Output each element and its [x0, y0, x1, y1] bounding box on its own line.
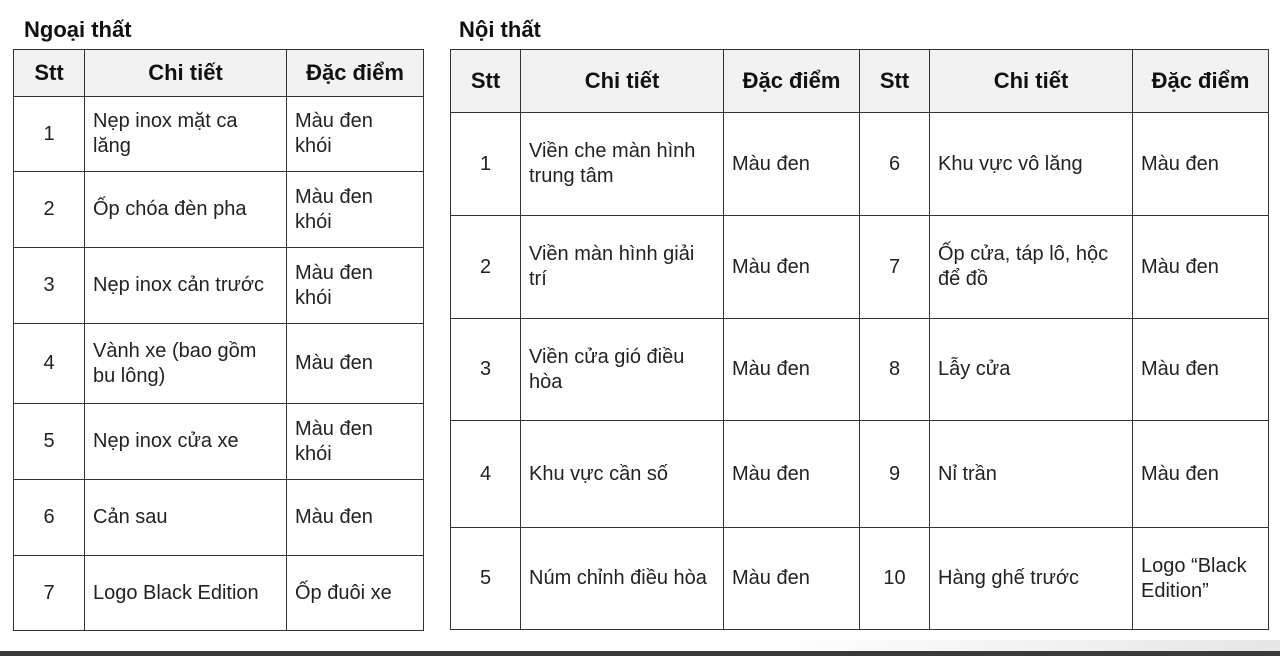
row-number: 3 — [451, 319, 521, 421]
row-detail: Nỉ trần — [930, 421, 1133, 528]
row-detail: Logo Black Edition — [85, 556, 287, 631]
row-detail: Viền che màn hình trung tâm — [521, 113, 724, 216]
row-number: 2 — [14, 172, 85, 248]
table-row — [14, 556, 424, 631]
row-feature: Màu đen — [724, 113, 860, 216]
table-row — [14, 97, 424, 172]
exterior-title: Ngoại thất — [24, 17, 132, 42]
row-feature: Màu đen khói — [287, 97, 424, 172]
row-detail: Viền cửa gió điều hòa — [521, 319, 724, 421]
table-row — [451, 113, 1269, 216]
row-detail: Ốp cửa, táp lô, hộc để đồ — [930, 216, 1133, 319]
row-number: 8 — [860, 319, 930, 421]
row-number: 6 — [14, 480, 85, 556]
row-number: 1 — [451, 113, 521, 216]
row-feature: Màu đen khói — [287, 404, 424, 480]
header-feature: Đặc điểm — [1133, 50, 1269, 113]
row-detail: Nẹp inox cửa xe — [85, 404, 287, 480]
table-row — [451, 528, 1269, 630]
row-detail: Nẹp inox cản trước — [85, 248, 287, 324]
row-feature: Màu đen khói — [287, 248, 424, 324]
row-feature: Màu đen khói — [287, 172, 424, 248]
row-number: 7 — [14, 556, 85, 631]
row-feature: Màu đen — [1133, 113, 1269, 216]
table-header-row — [451, 50, 1269, 113]
row-detail: Khu vực vô lăng — [930, 113, 1133, 216]
row-detail: Khu vực cần số — [521, 421, 724, 528]
row-number: 4 — [14, 324, 85, 404]
row-feature: Màu đen — [724, 421, 860, 528]
row-number: 4 — [451, 421, 521, 528]
table-row — [14, 480, 424, 556]
header-detail: Chi tiết — [930, 50, 1133, 113]
header-feature: Đặc điểm — [724, 50, 860, 113]
exterior-table — [13, 49, 424, 631]
row-detail: Lẫy cửa — [930, 319, 1133, 421]
row-number: 9 — [860, 421, 930, 528]
row-number: 5 — [14, 404, 85, 480]
row-number: 3 — [14, 248, 85, 324]
header-stt: Stt — [14, 50, 85, 97]
row-feature: Màu đen — [287, 324, 424, 404]
row-number: 6 — [860, 113, 930, 216]
row-detail: Viền màn hình giải trí — [521, 216, 724, 319]
table-row — [14, 404, 424, 480]
table-row — [14, 172, 424, 248]
interior-title: Nội thất — [459, 17, 541, 42]
row-detail: Nẹp inox mặt ca lăng — [85, 97, 287, 172]
table-row — [14, 324, 424, 404]
page-bottom-rule — [0, 651, 1280, 656]
header-detail: Chi tiết — [521, 50, 724, 113]
row-feature: Màu đen — [1133, 319, 1269, 421]
row-number: 10 — [860, 528, 930, 630]
row-detail: Núm chỉnh điều hòa — [521, 528, 724, 630]
header-detail: Chi tiết — [85, 50, 287, 97]
row-feature: Logo “Black Edition” — [1133, 528, 1269, 630]
row-feature: Màu đen — [724, 528, 860, 630]
row-detail: Ốp chóa đèn pha — [85, 172, 287, 248]
table-row — [14, 248, 424, 324]
row-detail: Cản sau — [85, 480, 287, 556]
row-feature: Màu đen — [1133, 421, 1269, 528]
header-stt: Stt — [860, 50, 930, 113]
interior-table — [450, 49, 1269, 630]
header-stt: Stt — [451, 50, 521, 113]
row-number: 2 — [451, 216, 521, 319]
row-feature: Ốp đuôi xe — [287, 556, 424, 631]
table-header-row — [14, 50, 424, 97]
row-feature: Màu đen — [1133, 216, 1269, 319]
header-feature: Đặc điểm — [287, 50, 424, 97]
row-feature: Màu đen — [724, 216, 860, 319]
row-detail: Hàng ghế trước — [930, 528, 1133, 630]
table-row — [451, 319, 1269, 421]
row-number: 7 — [860, 216, 930, 319]
row-feature: Màu đen — [724, 319, 860, 421]
table-row — [451, 421, 1269, 528]
row-detail: Vành xe (bao gồm bu lông) — [85, 324, 287, 404]
row-number: 1 — [14, 97, 85, 172]
row-feature: Màu đen — [287, 480, 424, 556]
table-row — [451, 216, 1269, 319]
row-number: 5 — [451, 528, 521, 630]
